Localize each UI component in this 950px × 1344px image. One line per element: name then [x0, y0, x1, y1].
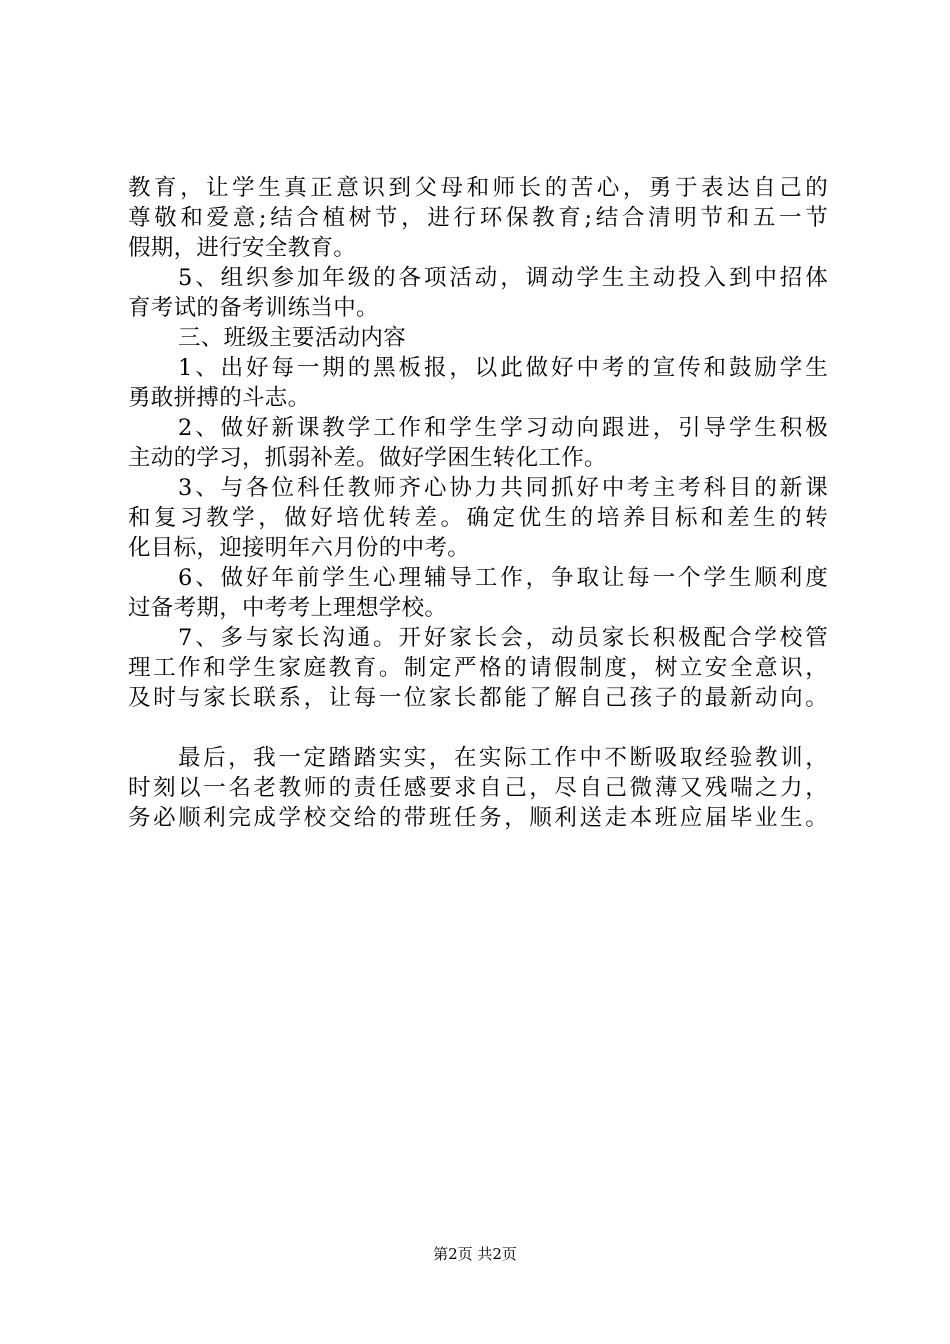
- text-line: 及时与家长联系，让每一位家长都能了解自己孩子的最新动向。: [128, 685, 828, 711]
- paragraph-gap: [128, 713, 828, 743]
- text-line: 5、组织参加年级的各项活动，调动学生主动投入到中招体: [178, 265, 828, 291]
- document-body: [128, 173, 828, 833]
- text-line: 尊敬和爱意;结合植树节，进行环保教育;结合清明节和五一节: [128, 205, 828, 231]
- section-heading: 三、班级主要活动内容: [178, 325, 407, 351]
- text-line: 3、与各位科任教师齐心协力共同抓好中考主考科目的新课: [178, 475, 828, 501]
- text-line: 教育，让学生真正意识到父母和师长的苦心，勇于表达自己的: [128, 175, 828, 201]
- text-line: 育考试的备考训练当中。: [128, 295, 379, 321]
- text-line: 1、出好每一期的黑板报，以此做好中考的宣传和鼓励学生: [178, 355, 828, 381]
- text-line: 7、多与家长沟通。开好家长会，动员家长积极配合学校管: [178, 625, 828, 651]
- text-line: 化目标，迎接明年六月份的中考。: [128, 535, 471, 561]
- text-line: 2、做好新课教学工作和学生学习动向跟进，引导学生积极: [178, 415, 828, 441]
- text-line: 和复习教学，做好培优转差。确定优生的培养目标和差生的转: [128, 505, 828, 531]
- text-line: 假期，进行安全教育。: [128, 235, 357, 261]
- text-line: 理工作和学生家庭教育。制定严格的请假制度，树立安全意识，: [128, 655, 828, 681]
- text-line: 最后，我一定踏踏实实，在实际工作中不断吸取经验教训，: [178, 745, 828, 771]
- text-line: 勇敢拼搏的斗志。: [128, 385, 311, 411]
- text-line: 主动的学习，抓弱补差。做好学困生转化工作。: [128, 445, 607, 471]
- page-footer: 第2页 共2页: [433, 1245, 517, 1263]
- text-line: 6、做好年前学生心理辅导工作，争取让每一个学生顺利度: [178, 565, 828, 591]
- text-line: 过备考期，中考考上理想学校。: [128, 595, 448, 621]
- text-line: 时刻以一名老教师的责任感要求自己，尽自己微薄又残喘之力，: [128, 775, 828, 801]
- text-line: 务必顺利完成学校交给的带班任务，顺利送走本班应届毕业生。: [128, 805, 828, 831]
